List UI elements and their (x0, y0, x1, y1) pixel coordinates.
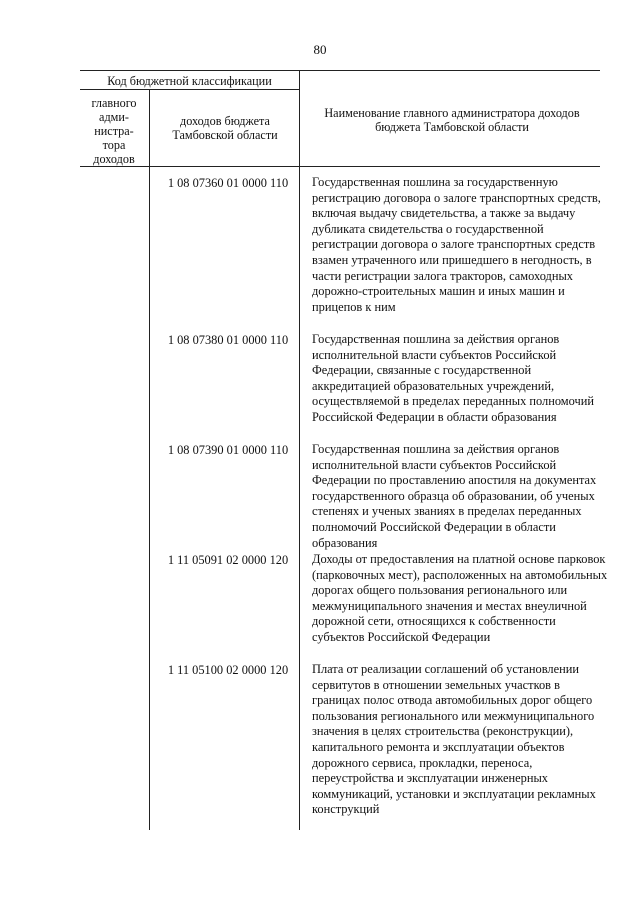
budget-code-5: 1 11 05100 02 0000 120 (167, 663, 289, 677)
revenue-description-2: Государственная пошлина за действия органов исполнительной власти субъектов Российской Федерации, связанные с государственной аккредитацией образовательных учреждений, осуществляемой в пределах переданных полномочий Российской Федерации в области образования (312, 332, 595, 424)
revenue-description-1: Государственная пошлина за государственную регистрацию договора о залоге транспортных средств, включая выдачу свидетельства, а также за выдачу дубликата свидетельства о государственной регистрации договора о залоге транспортных средств взамен утраченного или пришедшего в негодность, в части регистрации залога тракторов, самоходных дорожно-строительных машин и иных машин и прицепов к ним (312, 175, 601, 314)
revenue-description-4: Доходы от предоставления на платной основе парковок (парковочных мест), расположенных на автомобильных дорогах общего пользования регионального или межмуниципального значения и местах внеуличной дорожной сети, относящихся к собственности субъектов Российской Федерации (312, 552, 608, 644)
budget-code-3: 1 08 07390 01 0000 110 (167, 443, 289, 457)
budget-code-1: 1 08 07360 01 0000 110 (167, 176, 289, 190)
header-group-divider (80, 89, 299, 90)
header-top-border (80, 70, 600, 71)
column-divider-1 (149, 89, 150, 830)
budget-code-4: 1 11 05091 02 0000 120 (167, 553, 289, 567)
header-bottom-border (80, 166, 600, 167)
budget-code-2: 1 08 07380 01 0000 110 (167, 333, 289, 347)
header-regional-budget-revenue: доходов бюджета Тамбовской области (172, 114, 278, 142)
revenue-description-5: Плата от реализации соглашений об установлении сервитутов в отношении земельных участков в границах полос отвода автомобильных дорог общего пользования регионального или межмуниципального значения в целях строительства (реконструкции), капитального ремонта и эксплуатации объектов дорожного сервиса, прокладки, переноса, переустройства и эксплуатации инженерных коммуникаций, установки и эксплуатации рекламных конструкций (312, 662, 596, 817)
page-number: 80 (313, 42, 327, 57)
header-administrator-name: Наименование главного администратора доходов бюджета Тамбовской области (324, 106, 580, 134)
header-chief-administrator: главного адми- нистра- тора доходов (91, 96, 137, 166)
revenue-description-3: Государственная пошлина за действия органов исполнительной власти субъектов Российской Федерации по проставлению апостиля на документах государственного образца об образовании, об ученых степенях и ученых званиях в пределах переданных полномочий Российской Федерации в области образования (312, 442, 597, 550)
header-budget-classification-code: Код бюджетной классификации (107, 74, 272, 88)
